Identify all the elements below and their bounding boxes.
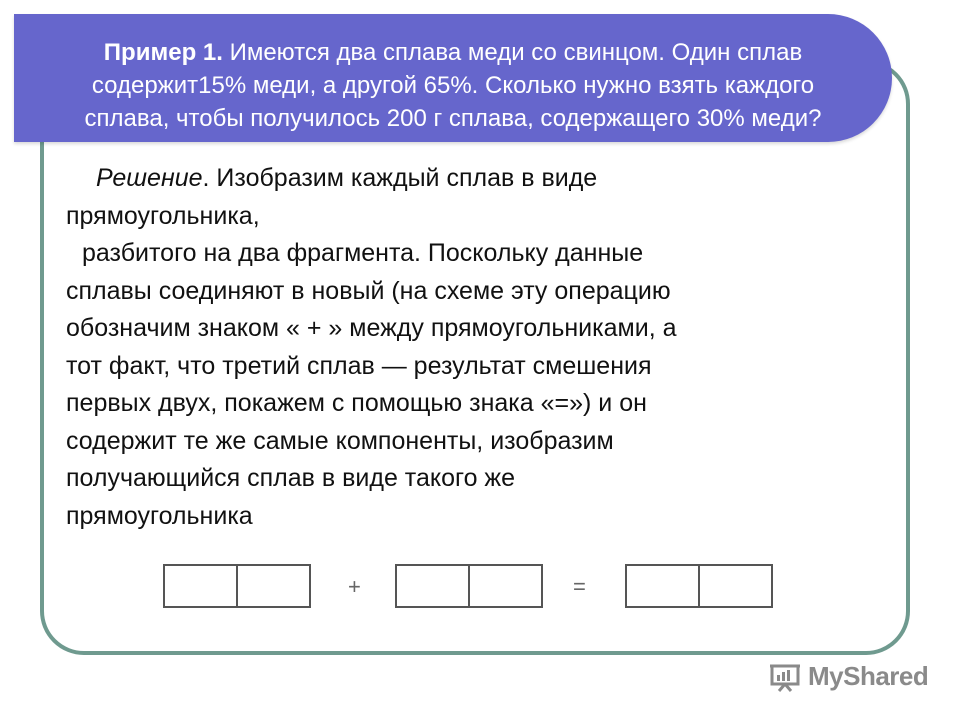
- solution-line-8: содержит те же самые компоненты, изобразим: [66, 426, 614, 455]
- solution-line-1-rest: . Изобразим каждый сплав в виде: [202, 164, 598, 192]
- equals-sign: =: [573, 574, 586, 599]
- problem-text: [14, 36, 892, 135]
- watermark-text: MyShared: [808, 660, 929, 691]
- example-label: Пример 1.: [103, 39, 223, 66]
- solution-line-7: первых двух, покажем с помощью знака «=») и он: [66, 389, 647, 417]
- problem-line-1-rest: Имеются два сплава меди со свинцом. Один сплав: [229, 39, 803, 66]
- solution-line-2: прямоугольника,: [66, 201, 260, 230]
- problem-banner: [14, 14, 892, 142]
- problem-line-2: содержит15% меди, а другой 65%. Сколько нужно взять каждого: [91, 72, 815, 99]
- solution-line-10: прямоугольника: [66, 501, 253, 530]
- plus-sign: +: [348, 574, 361, 599]
- problem-line-3: сплава, чтобы получилось 200 г сплава, содержащего 30% меди?: [84, 105, 822, 132]
- solution-line-3: разбитого на два фрагмента. Поскольку данные: [82, 239, 644, 267]
- watermark: [768, 656, 928, 696]
- solution-line-9: получающийся сплав в виде такого же: [66, 464, 516, 492]
- presentation-icon: [768, 660, 802, 692]
- solution-line-4: сплавы соединяют в новый (на схеме эту операцию: [66, 276, 671, 305]
- solution-line-6: тот факт, что третий сплав — результат смешения: [66, 351, 652, 380]
- solution-text: [66, 160, 866, 535]
- solution-line-5: обозначим знаком « + » между прямоугольниками, а: [66, 314, 677, 342]
- solution-line-1: [66, 160, 866, 198]
- problem-line-1: [14, 36, 892, 69]
- solution-label: Решение: [96, 164, 203, 192]
